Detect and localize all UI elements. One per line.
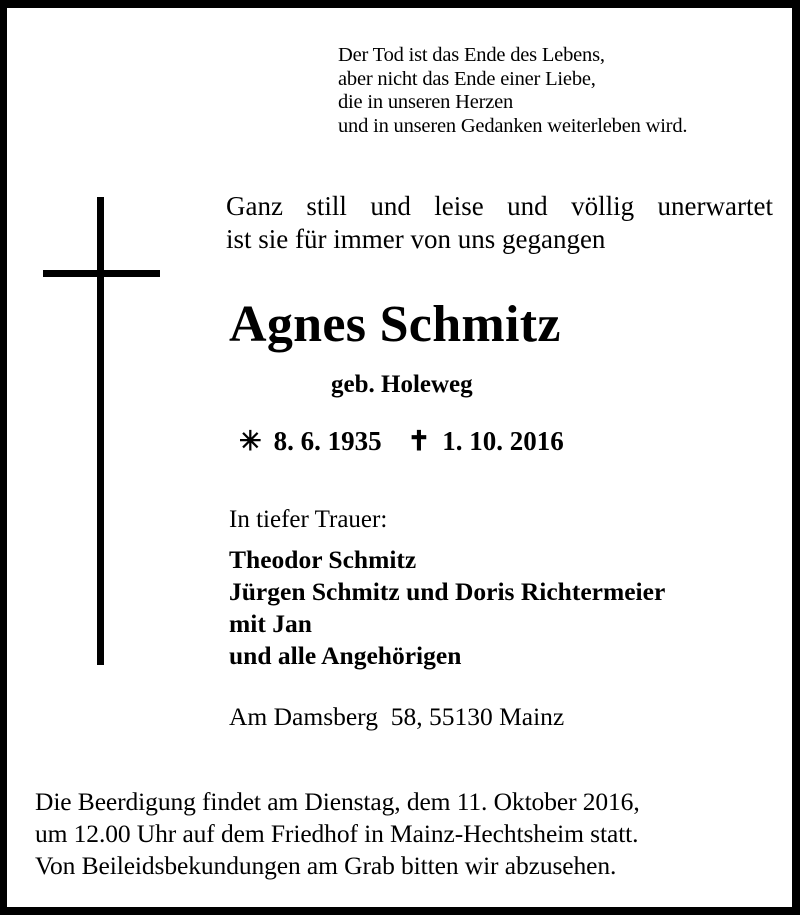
intro-text xyxy=(226,190,773,256)
death-cross-icon: ✝ xyxy=(407,426,431,456)
mourner-line: und alle Angehörigen xyxy=(229,641,462,670)
cross-icon-horizontal-bar xyxy=(43,270,160,277)
intro-word: und xyxy=(370,191,411,221)
intro-line-2: ist sie für immer von uns gegangen xyxy=(226,224,606,254)
mourner-line: Theodor Schmitz xyxy=(229,545,417,574)
birth-star-icon: ✳ xyxy=(239,426,262,456)
motto-line: die in unseren Herzen xyxy=(338,91,514,113)
cross-icon-vertical-bar xyxy=(97,197,104,665)
motto-line: Der Tod ist das Ende des Lebens, xyxy=(338,44,605,66)
mourner-line: mit Jan xyxy=(229,609,312,638)
mourners-list xyxy=(229,544,665,672)
birth-date: 8. 6. 1935 xyxy=(273,426,382,456)
intro-word: leise xyxy=(434,191,484,221)
motto-verse xyxy=(338,44,687,138)
mourner-line: Jürgen Schmitz und Doris Richtermeier xyxy=(229,577,666,606)
death-date: 1. 10. 2016 xyxy=(442,426,564,456)
maiden-name: geb. Holeweg xyxy=(331,371,473,398)
intro-word: still xyxy=(306,191,347,221)
intro-line-1 xyxy=(226,190,773,223)
intro-word: Ganz xyxy=(226,191,283,221)
funeral-line: Die Beerdigung findet am Dienstag, dem 11. Oktober 2016, xyxy=(35,787,640,816)
obituary-card xyxy=(7,8,792,907)
funeral-line: um 12.00 Uhr auf dem Friedhof in Mainz-Hechtsheim statt. xyxy=(35,819,639,848)
intro-word: unerwartet xyxy=(657,191,773,221)
family-address: Am Damsberg 58, 55130 Mainz xyxy=(229,702,565,731)
funeral-notice xyxy=(35,786,640,882)
mourning-label: In tiefer Trauer: xyxy=(229,506,388,533)
motto-line: und in unseren Gedanken weiterleben wird. xyxy=(338,114,688,137)
intro-word: und xyxy=(507,191,548,221)
deceased-name: Agnes Schmitz xyxy=(229,296,561,353)
motto-line: aber nicht das Ende einer Liebe, xyxy=(338,67,596,90)
life-dates xyxy=(239,425,564,457)
funeral-line: Von Beileidsbekundungen am Grab bitten wir abzusehen. xyxy=(35,851,617,880)
intro-word: völlig xyxy=(571,191,635,221)
